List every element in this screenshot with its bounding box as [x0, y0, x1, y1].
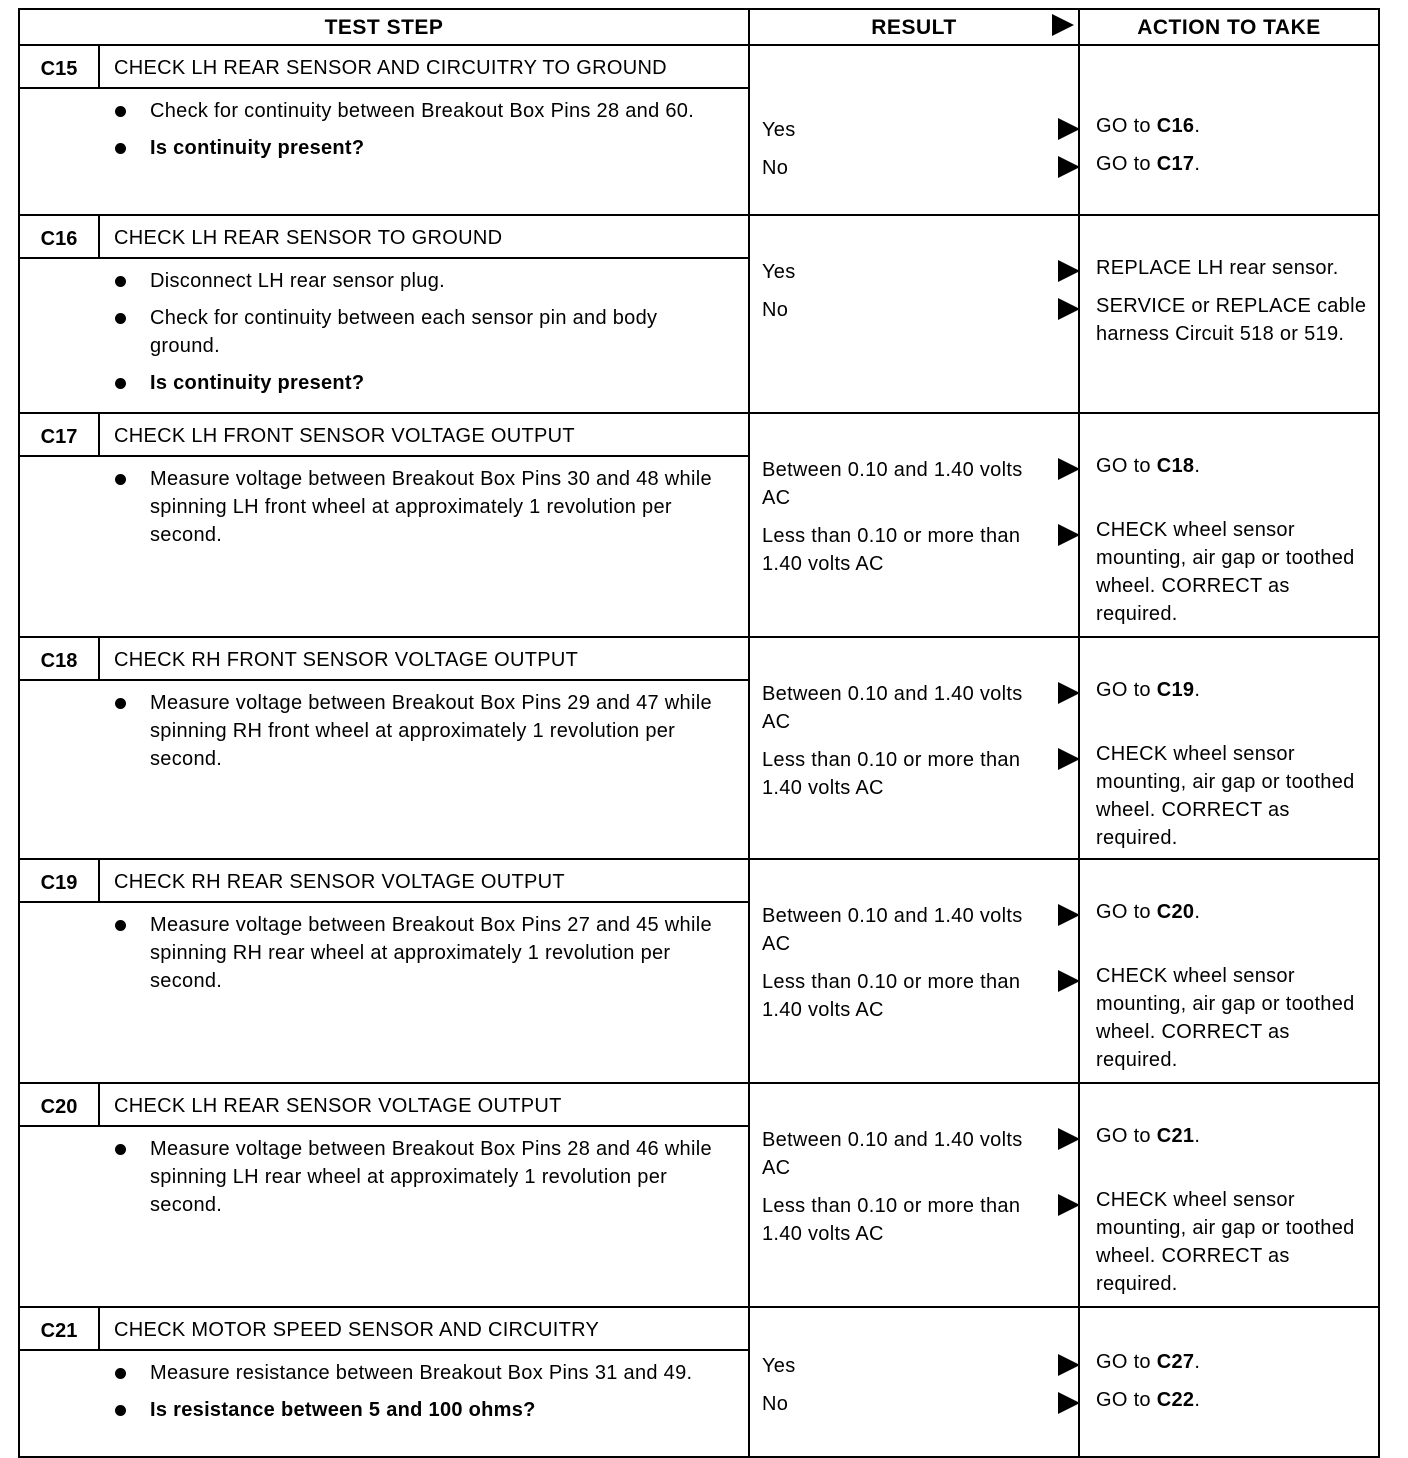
result-text: Yes [762, 261, 796, 283]
action-item [1080, 898, 1378, 926]
result-cell [749, 637, 1079, 859]
action-item [1080, 962, 1378, 1074]
step-bullet [20, 97, 728, 125]
result-item [750, 154, 1078, 182]
step-row [19, 1083, 1379, 1307]
bullet-icon [20, 1359, 150, 1387]
action-cell [1079, 1307, 1379, 1457]
result-text: Less than 0.10 or more than 1.40 volts AC [762, 749, 1021, 799]
step-bullets [20, 903, 748, 1010]
step-header [20, 46, 748, 89]
step-header [20, 216, 748, 259]
arrow-right-icon [1058, 970, 1080, 992]
action-item [1080, 516, 1378, 628]
result-item [750, 296, 1078, 324]
step-bullets [20, 1127, 748, 1234]
step-header [20, 1084, 748, 1127]
action-suffix: . [1194, 455, 1201, 477]
arrow-right-icon [1058, 748, 1080, 770]
action-item [1080, 452, 1378, 480]
step-row [19, 413, 1379, 637]
arrow-right-icon [1058, 458, 1080, 480]
bullet-icon [20, 911, 150, 995]
action-item [1080, 1186, 1378, 1298]
step-cell [19, 215, 749, 413]
action-cell [1079, 215, 1379, 413]
step-bullet-text: Disconnect LH rear sensor plug. [150, 270, 445, 292]
result-item [750, 1192, 1078, 1248]
arrow-right-icon [1058, 904, 1080, 926]
action-suffix: . [1194, 1389, 1201, 1411]
arrow-right-icon [1058, 156, 1080, 178]
arrow-right-icon [1058, 1128, 1080, 1150]
result-item [750, 456, 1078, 512]
result-cell [749, 859, 1079, 1083]
result-cell [749, 1307, 1079, 1457]
arrow-right-icon [1058, 298, 1080, 320]
action-step-ref: C19 [1156, 679, 1195, 701]
action-cell [1079, 1083, 1379, 1307]
step-id: C17 [20, 414, 100, 455]
action-item [1080, 1386, 1378, 1414]
step-cell [19, 637, 749, 859]
step-title: CHECK LH REAR SENSOR AND CIRCUITRY TO GROUND [114, 57, 667, 79]
step-id: C15 [20, 46, 100, 87]
diagnostic-table [18, 8, 1380, 1458]
bullet-icon [20, 304, 150, 360]
step-bullet [20, 911, 728, 995]
result-item [750, 902, 1078, 958]
step-bullets [20, 259, 748, 412]
step-bullet [20, 267, 728, 295]
step-row [19, 1307, 1379, 1457]
result-item [750, 116, 1078, 144]
step-bullet-text: Check for continuity between each sensor pin and body ground. [150, 307, 658, 357]
step-id: C16 [20, 216, 100, 257]
action-step-ref: C20 [1156, 901, 1195, 923]
result-text: Between 0.10 and 1.40 volts AC [762, 905, 1023, 955]
step-bullet [20, 134, 728, 162]
result-item [750, 1126, 1078, 1182]
bullet-icon [20, 689, 150, 773]
action-item [1080, 254, 1378, 282]
action-suffix: . [1194, 153, 1201, 175]
action-suffix: . [1194, 1125, 1201, 1147]
action-text: CHECK wheel sensor mounting, air gap or toothed wheel. CORRECT as required. [1096, 1189, 1355, 1295]
result-text: Less than 0.10 or more than 1.40 volts AC [762, 1195, 1021, 1245]
action-text: GO to [1096, 153, 1157, 175]
action-text: GO to [1096, 679, 1157, 701]
result-text: Less than 0.10 or more than 1.40 volts AC [762, 971, 1021, 1021]
bullet-icon [20, 1135, 150, 1219]
action-text: GO to [1096, 115, 1157, 137]
action-item [1080, 150, 1378, 178]
action-step-ref: C18 [1156, 455, 1195, 477]
action-text: CHECK wheel sensor mounting, air gap or toothed wheel. CORRECT as required. [1096, 519, 1355, 625]
result-item [750, 258, 1078, 286]
result-cell [749, 215, 1079, 413]
header-test-step-label: TEST STEP [324, 16, 444, 39]
header-result [749, 9, 1079, 45]
step-bullet [20, 689, 728, 773]
step-title: CHECK LH FRONT SENSOR VOLTAGE OUTPUT [114, 425, 575, 447]
action-cell [1079, 45, 1379, 215]
step-cell [19, 413, 749, 637]
step-header [20, 638, 748, 681]
action-step-ref: C17 [1156, 153, 1195, 175]
action-text: CHECK wheel sensor mounting, air gap or toothed wheel. CORRECT as required. [1096, 965, 1355, 1071]
result-text: Yes [762, 1355, 796, 1377]
step-bullet-text: Measure voltage between Breakout Box Pins 30 and 48 while spinning LH front wheel at approximately 1 revolution per second. [150, 468, 712, 546]
action-item [1080, 740, 1378, 852]
action-step-ref: C21 [1156, 1125, 1195, 1147]
step-cell [19, 1083, 749, 1307]
step-bullet-text: Measure voltage between Breakout Box Pins 29 and 47 while spinning RH front wheel at approximately 1 revolution per second. [150, 692, 712, 770]
result-text: No [762, 1393, 789, 1415]
action-text: SERVICE or REPLACE cable harness Circuit 518 or 519. [1096, 295, 1367, 345]
step-title: CHECK RH REAR SENSOR VOLTAGE OUTPUT [114, 871, 565, 893]
action-item [1080, 112, 1378, 140]
step-id: C19 [20, 860, 100, 901]
step-bullet [20, 1396, 728, 1424]
step-id: C21 [20, 1308, 100, 1349]
step-cell [19, 45, 749, 215]
bullet-icon [20, 1396, 150, 1424]
result-item [750, 680, 1078, 736]
step-bullet [20, 1135, 728, 1219]
bullet-icon [20, 267, 150, 295]
arrow-right-icon [1058, 260, 1080, 282]
arrow-right-icon [1058, 682, 1080, 704]
arrow-right-icon [1058, 118, 1080, 140]
step-bullets [20, 1351, 748, 1439]
action-text: GO to [1096, 1351, 1157, 1373]
step-bullet-text: Is resistance between 5 and 100 ohms? [150, 1399, 536, 1421]
step-bullet [20, 465, 728, 549]
action-suffix: . [1194, 115, 1201, 137]
result-cell [749, 1083, 1079, 1307]
result-text: Less than 0.10 or more than 1.40 volts AC [762, 525, 1021, 575]
action-cell [1079, 637, 1379, 859]
result-text: No [762, 157, 789, 179]
step-bullet-text: Measure voltage between Breakout Box Pins 28 and 46 while spinning LH rear wheel at approximately 1 revolution per second. [150, 1138, 712, 1216]
step-bullets [20, 457, 748, 564]
step-title: CHECK LH REAR SENSOR TO GROUND [114, 227, 503, 249]
bullet-icon [20, 369, 150, 397]
arrow-right-icon [1058, 524, 1080, 546]
step-title: CHECK MOTOR SPEED SENSOR AND CIRCUITRY [114, 1319, 600, 1341]
step-cell [19, 1307, 749, 1457]
result-text: Yes [762, 119, 796, 141]
step-title: CHECK RH FRONT SENSOR VOLTAGE OUTPUT [114, 649, 579, 671]
step-row [19, 637, 1379, 859]
header-result-label: RESULT [871, 16, 957, 39]
action-text: CHECK wheel sensor mounting, air gap or toothed wheel. CORRECT as required. [1096, 743, 1355, 849]
arrow-right-icon [1058, 1354, 1080, 1376]
step-bullet-text: Measure resistance between Breakout Box Pins 31 and 49. [150, 1362, 693, 1384]
step-bullet [20, 304, 728, 360]
result-item [750, 522, 1078, 578]
arrow-right-icon [1052, 14, 1074, 36]
action-cell [1079, 413, 1379, 637]
action-suffix: . [1194, 901, 1201, 923]
result-text: No [762, 299, 789, 321]
diagnostic-table-page [18, 8, 1378, 1458]
step-id: C20 [20, 1084, 100, 1125]
action-text: GO to [1096, 1389, 1157, 1411]
action-item [1080, 292, 1378, 348]
arrow-right-icon [1058, 1392, 1080, 1414]
action-suffix: . [1194, 679, 1201, 701]
step-header [20, 1308, 748, 1351]
bullet-icon [20, 134, 150, 162]
result-item [750, 1352, 1078, 1380]
action-step-ref: C27 [1156, 1351, 1195, 1373]
step-bullet-text: Measure voltage between Breakout Box Pins 27 and 45 while spinning RH rear wheel at approximately 1 revolution per second. [150, 914, 712, 992]
step-row [19, 215, 1379, 413]
action-text: GO to [1096, 455, 1157, 477]
step-bullet [20, 1359, 728, 1387]
step-bullet-text: Is continuity present? [150, 372, 365, 394]
header-test-step [19, 9, 749, 45]
bullet-icon [20, 97, 150, 125]
result-item [750, 968, 1078, 1024]
step-bullet [20, 369, 728, 397]
header-action-label: ACTION TO TAKE [1137, 16, 1321, 39]
result-text: Between 0.10 and 1.40 volts AC [762, 683, 1023, 733]
step-bullets [20, 89, 748, 177]
action-item [1080, 1348, 1378, 1376]
action-item [1080, 1122, 1378, 1150]
result-text: Between 0.10 and 1.40 volts AC [762, 1129, 1023, 1179]
action-step-ref: C22 [1156, 1389, 1195, 1411]
result-item [750, 746, 1078, 802]
step-cell [19, 859, 749, 1083]
step-header [20, 414, 748, 457]
result-text: Between 0.10 and 1.40 volts AC [762, 459, 1023, 509]
header-action [1079, 9, 1379, 45]
bullet-icon [20, 465, 150, 549]
result-cell [749, 45, 1079, 215]
result-cell [749, 413, 1079, 637]
action-suffix: . [1194, 1351, 1201, 1373]
step-bullet-text: Check for continuity between Breakout Box Pins 28 and 60. [150, 100, 695, 122]
step-bullets [20, 681, 748, 788]
step-row [19, 859, 1379, 1083]
step-row [19, 45, 1379, 215]
action-text: REPLACE LH rear sensor. [1096, 257, 1339, 279]
step-header [20, 860, 748, 903]
step-id: C18 [20, 638, 100, 679]
arrow-right-icon [1058, 1194, 1080, 1216]
action-step-ref: C16 [1156, 115, 1195, 137]
step-title: CHECK LH REAR SENSOR VOLTAGE OUTPUT [114, 1095, 562, 1117]
action-item [1080, 676, 1378, 704]
result-item [750, 1390, 1078, 1418]
step-bullet-text: Is continuity present? [150, 137, 365, 159]
action-text: GO to [1096, 901, 1157, 923]
diagnostic-steps [19, 45, 1379, 1457]
action-text: GO to [1096, 1125, 1157, 1147]
action-cell [1079, 859, 1379, 1083]
